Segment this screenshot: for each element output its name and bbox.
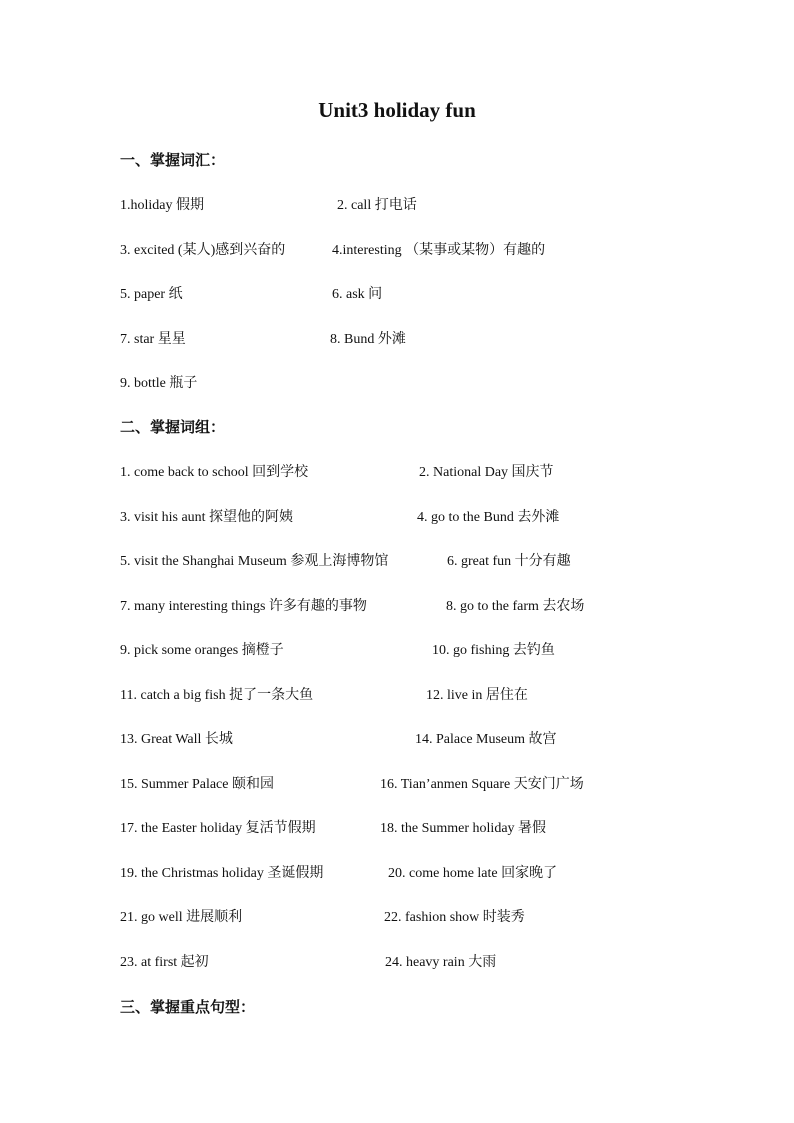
vocab-entry-right: 24. heavy rain 大雨 (385, 954, 497, 970)
vocab-entry-left: 15. Summer Palace 颐和园 (120, 776, 274, 792)
vocab-row (0, 864, 794, 886)
vocab-entry-left: 13. Great Wall 长城 (120, 732, 233, 747)
vocab-entry-left: 23. at first 起初 (120, 954, 209, 970)
section-heading: 二、掌握词组： (120, 420, 226, 436)
vocab-entry-right: 20. come home late 回家晚了 (388, 865, 558, 881)
vocab-entry-left: 5. visit the Shanghai Museum 参观上海博物馆 (120, 554, 389, 569)
vocab-entry-left: 9. bottle 瓶子 (120, 376, 198, 391)
vocab-row (0, 374, 794, 396)
vocab-entry-right: 8. go to the farm 去农场 (446, 598, 585, 614)
section-heading: 三、掌握重点句型： (120, 1000, 256, 1016)
vocab-entry-left: 3. excited (某人)感到兴奋的 (120, 242, 286, 258)
vocab-entry-right: 14. Palace Museum 故宫 (415, 732, 557, 747)
vocab-entry-right: 8. Bund 外滩 (330, 331, 406, 347)
vocab-row (0, 730, 794, 752)
vocab-row (0, 819, 794, 841)
vocab-row (0, 285, 794, 307)
vocab-entry-right: 22. fashion show 时装秀 (384, 910, 525, 925)
vocab-entry-right: 10. go fishing 去钓鱼 (432, 643, 555, 658)
vocab-entry-left: 19. the Christmas holiday 圣诞假期 (120, 865, 324, 881)
vocab-entry-left: 1.holiday 假期 (120, 198, 204, 213)
vocab-entry-left: 17. the Easter holiday 复活节假期 (120, 821, 316, 836)
vocab-row (0, 597, 794, 619)
vocab-entry-right: 4. go to the Bund 去外滩 (417, 509, 560, 525)
vocab-entry-left: 5. paper 纸 (120, 287, 183, 302)
vocab-entry-left: 21. go well 进展顺利 (120, 910, 243, 925)
vocab-entry-right: 12. live in 居住在 (426, 687, 528, 703)
vocab-row (0, 508, 794, 530)
vocab-entry-left: 3. visit his aunt 探望他的阿姨 (120, 509, 294, 525)
vocab-row (0, 241, 794, 263)
vocab-row (0, 330, 794, 352)
section-heading: 一、掌握词汇： (120, 153, 226, 169)
vocab-entry-right: 2. call 打电话 (337, 198, 417, 213)
vocab-entry-right: 6. great fun 十分有趣 (447, 554, 571, 569)
vocab-entry-left: 1. come back to school 回到学校 (120, 465, 309, 480)
page-title: Unit3 holiday fun (318, 98, 476, 122)
vocab-entry-left: 11. catch a big fish 捉了一条大鱼 (120, 687, 314, 703)
vocab-row (0, 196, 794, 218)
vocab-row (0, 908, 794, 930)
vocab-entry-right: 2. National Day 国庆节 (419, 465, 554, 480)
vocab-row (0, 953, 794, 975)
vocab-entry-left: 7. star 星星 (120, 331, 186, 347)
vocab-row (0, 641, 794, 663)
vocab-row (0, 686, 794, 708)
vocab-entry-right: 16. Tian’anmen Square 天安门广场 (380, 776, 584, 792)
vocab-row (0, 775, 794, 797)
vocab-entry-right: 4.interesting （某事或某物）有趣的 (332, 242, 546, 258)
vocab-row (0, 463, 794, 485)
vocab-entry-left: 7. many interesting things 许多有趣的事物 (120, 598, 367, 614)
vocab-row (0, 552, 794, 574)
vocab-entry-left: 9. pick some oranges 摘橙子 (120, 643, 284, 658)
vocab-entry-right: 6. ask 问 (332, 287, 383, 302)
vocab-entry-right: 18. the Summer holiday 暑假 (380, 821, 547, 836)
